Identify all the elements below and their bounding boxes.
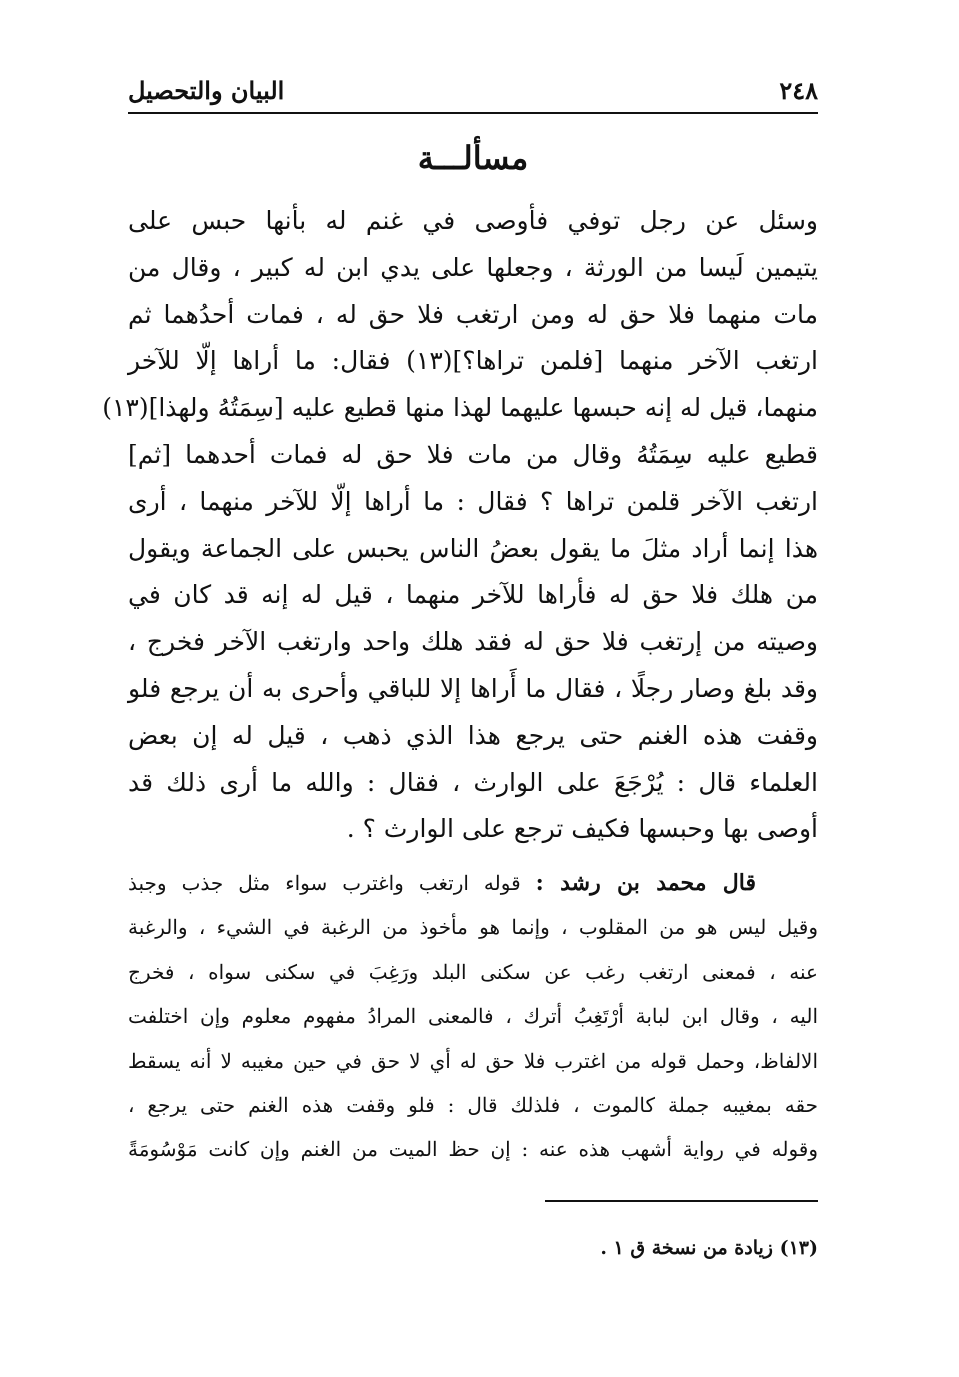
main-text-line: ارتغب الآخر قلمن تراها ؟ فقال : ما أراها إلّا للآخر منهما ، أرى (128, 486, 818, 516)
commentary-first-text: قوله ارتغب واغترب سواء مثل جذب وجبذ (128, 871, 521, 895)
main-text-line: ارتغب الآخر منهما [فلمن تراها؟](١٣) فقال: ما أراها إلّا للآخر (128, 346, 818, 376)
main-text-line: قطيع عليه سِمَتُهُ وقال من مات فلا حق له فمات أحدهما [ثم] (128, 439, 818, 469)
commentary-line: حقه بمغيبه جملة كالموت ، فلذلك قال : فلو وقفت هذه الغنم حتى يرجع ، (128, 1092, 818, 1117)
commentary-speaker: قال محمد بن رشد : (535, 870, 756, 896)
commentary-line: عنه ، فمعنى ارتغب رغب عن سكنى البلد ورَغِبَ في سكنى سواه ، فخرج (128, 959, 818, 984)
commentary (128, 861, 818, 1172)
main-text-line: من هلك فلا حق له فأراها للآخر منهما ، قيل له إنه قد كان في (128, 580, 818, 610)
commentary-line: اليه ، وقال ابن لبابة أرْتَغِبُ أترك ، فالمعنى المرادُ مفهوم معلوم وإن اختلفت (128, 1004, 818, 1029)
main-text-line: هذا إنما أراد مثلَ ما يقول بعضُ الناس يحبس على الجماعة ويقول (128, 533, 818, 563)
main-text-line: وقفت هذه الغنم حتى يرجع هذا الذي ذهب ، قيل له إن بعض (128, 720, 818, 750)
footnote: (١٣) زيادة من نسخة ق ١ . (600, 1237, 818, 1259)
main-text-line: منهما، قيل له إنه حبسها عليهما لهذا منها قطيع عليه [سِمَتُهُ ولهذا](١٣) (102, 393, 818, 423)
main-text-line: مات منهما فلا حق له ومن ارتغب فلا حق له ، فمات أحدُهما ثم (128, 299, 818, 329)
main-text-line: وصيته من إرتغب فلا حق له فقد هلك واحد وارتغب الآخر فخرج ، (128, 627, 818, 657)
main-text-line: العلماء قال : يُرْجَعَ على الوارث ، فقال : والله ما أرى ذلك قد (128, 767, 818, 797)
running-head (128, 72, 818, 112)
header-rule (128, 112, 818, 114)
main-text-line: يتيمين لَيسا من الورثة ، وجعلها على يدي ابن له كبير ، وقال من (128, 252, 818, 282)
main-text-line: أوصى بها وحبسها فكيف ترجع على الوارث ؟ . (346, 814, 818, 844)
commentary-line: الالفاظ، وحمل قوله من اغترب فلا حق له أي لا حق في حين مغيبه لا أنه يسقط (128, 1048, 818, 1073)
commentary-line (128, 861, 818, 905)
page-number: ٢٤٨ (779, 76, 818, 105)
footnote-rule (545, 1200, 818, 1202)
main-text-line: وقد بلغ وصار رجلًا ، فقال ما أَراها إلا للباقي وأحرى به أن يرجع فلو (128, 673, 818, 703)
commentary-line: وقوله في رواية أشهب هذه عنه : إن حظ الميت من الغنم وإن كانت مَوْسُومَةً (128, 1137, 818, 1162)
section-title: مسألـــة (417, 139, 529, 177)
commentary-line: وقيل ليس هو من المقلوب ، وإنما هو مأخوذ من الرغبة في الشيء ، والرغبة (128, 915, 818, 940)
book-title: البيان والتحصيل (128, 76, 285, 105)
main-text (102, 198, 818, 853)
main-text-line: وسئل عن رجل توفي فأوصى في غنم له بأنها حبس على (128, 206, 818, 235)
